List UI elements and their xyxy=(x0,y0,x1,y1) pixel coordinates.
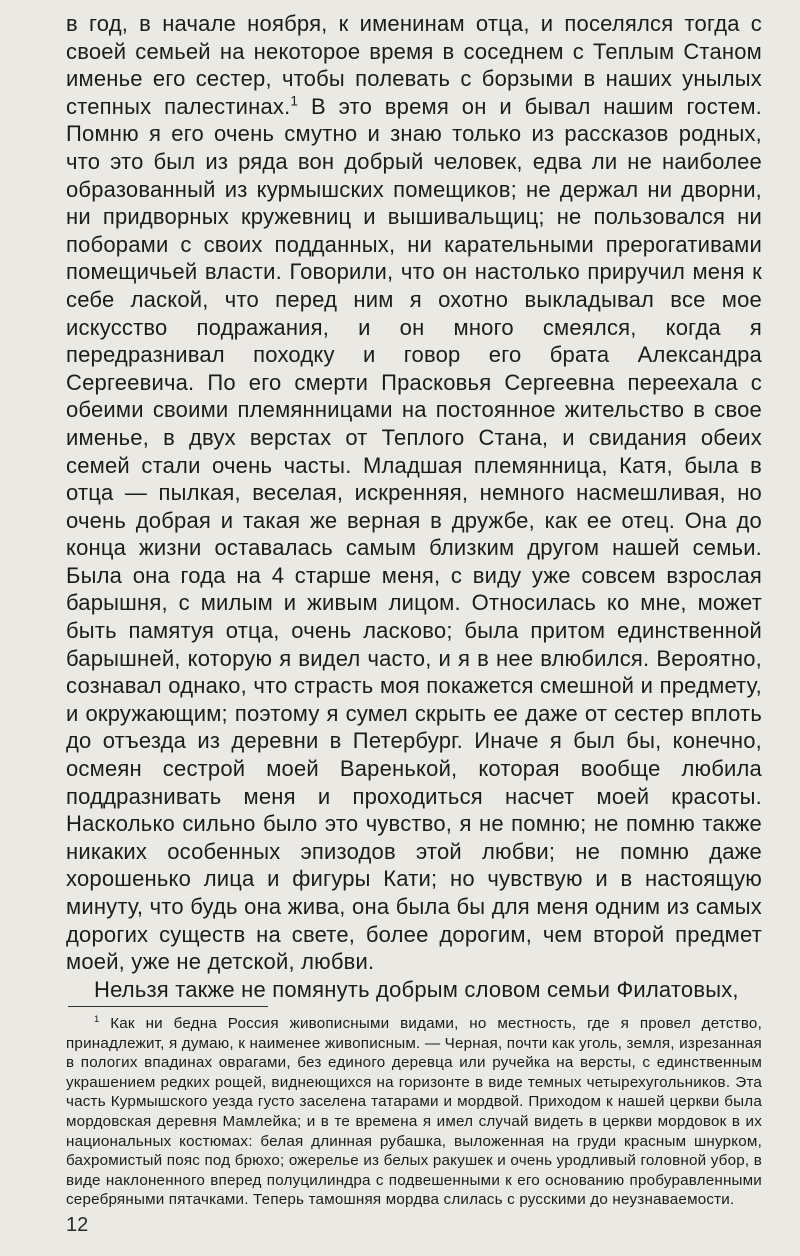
footnote xyxy=(66,1014,762,1210)
paragraph-1-end: В это время он и бывал нашим гостем. Помню я его очень смутно и знаю только из рассказов родных, что это был из ряда вон добрый человек, едва ли не наиболее образованный из курмышских помещиков; не держал ни дворни, ни придворных кружевниц и вышивальщиц; не пользовался ни поборами с своих подданных, ни карательными прерогативами помещичьей власти. Говорили, что он настолько приручил меня к себе лаской, что перед ним я охотно выкладывал все мое искусство подражания, и он много смеялся, когда я передразнивал походку и говор его брата Александра Сергеевича. По его смерти Прасковья Сергеевна переехала с обеими своими племянницами на постоянное жительство в свое именье, в двух верстах от Теплого Стана, и свидания обеих семей стали очень часты. Младшая племянница, Катя, была в отца — пылкая, веселая, искренняя, немного насмешливая, но очень добрая и такая же верная в дружбе, как ее отец. Она до конца жизни оставалась самым близким другом нашей семьи. Была она года на 4 старше меня, с виду уже совсем взрослая барышня, с милым и живым лицом. Относилась ко мне, может быть памятуя отца, очень ласково; была притом единственной барышней, которую я видел часто, и я в нее влюбился. Вероятно, сознавал однако, что страсть моя покажется смешной и предмету, и окружающим; поэтому я сумел скрыть ее даже от сестер вплоть до отъезда из деревни в Петербург. Иначе я был бы, конечно, осмеян сестрой моей Варенькой, которая вообще любила поддразнивать меня и проходиться насчет моей красоты. Насколько сильно было это чувство, я не помню; не помню также никаких особенных эпизодов этой любви; не помню даже хорошенько лица и фигуры Кати; но чувствую и в настоящую минуту, что будь она жива, она была бы для меня одним из самых дорогих существ на свете, более дорогим, чем второй предмет моей, уже не детской, любви. xyxy=(66,93,762,975)
footnote-reference[interactable]: 1 xyxy=(290,93,299,109)
footnote-divider xyxy=(68,1006,268,1007)
paragraph-1 xyxy=(66,10,762,976)
footnote-marker: 1 xyxy=(94,1012,100,1024)
paragraph-2: Нельзя также не помянуть добрым словом семьи Филатовых, xyxy=(94,976,739,1002)
paragraph-1-start: в год, в начале ноября, к именинам отца, и поселялся тогда с своей семьей на некоторое время в соседнем с Теплым Станом именье его сестер, чтобы полевать с борзыми в наших унылых степных палестинах. xyxy=(66,11,762,119)
page-number: 12 xyxy=(66,1214,89,1236)
footnote-text: Как ни бедна Россия живописными видами, но местность, где я провел детство, принадлежит, я думаю, к наименее живописным. — Черная, почти как уголь, земля, изрезанная в пологих впадинах оврагами, без единого деревца или ручейка на версты, с единственным украшением редких рощей, виднеющихся на горизонте в виде темных четырехугольников. Эта часть Курмышского уезда густо заселена татарами и мордвой. Приходом к нашей церкви была мордовская деревня Мамлейка; и в те времена я имел случай видеть в церкви мордовок в их национальных костюмах: белая длинная рубашка, выложенная на груди красным шнурком, бахромистый пояс под брюхо; ожерелье из белых ракушек и очень уродливый головной убор, в виде наклоненного вперед полуцилиндра с подвешенными к его основанию пробуравленными серебряными пятачками. Теперь тамошняя мордва слилась с русскими до неузнаваемости. xyxy=(66,1015,762,1209)
main-text xyxy=(66,10,762,1003)
